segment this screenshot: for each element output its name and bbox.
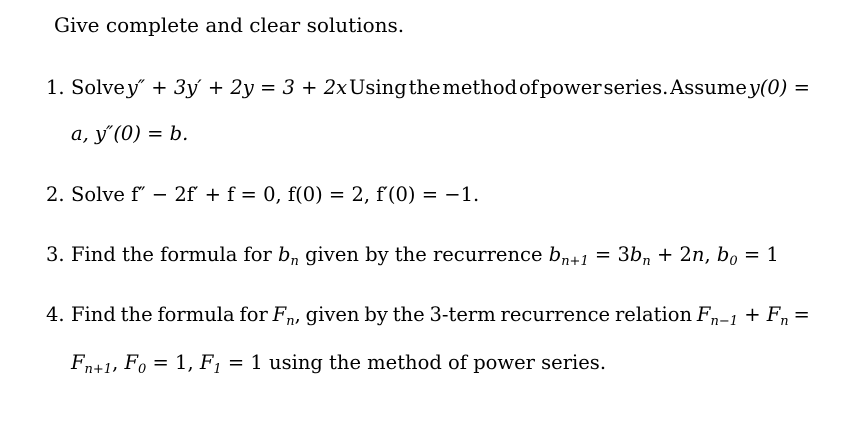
problem-2 xyxy=(46,181,479,209)
recurrence-lhs: $F_{n-1} + F_n$ xyxy=(696,303,789,329)
problem-4-line-1: 4. Find the formula for $F_n$, given by the 3-term recurrence relation $F_{n-1} + F_n$ = xyxy=(46,303,810,329)
instructions-heading: Give complete and clear solutions. xyxy=(54,13,405,37)
problem-2-text: Solve f″ − 2f′ + f = 0, f(0) = 2, f′(0) = −1. xyxy=(71,183,480,206)
word: Using xyxy=(348,76,407,99)
problem-3: 3. Find the formula for $b_n$ given by the recurrence $b_{n+1} = 3b_n + 2n$, $b_0 = 1$ xyxy=(46,243,779,269)
initial-conditions: a, y″(0) = b. xyxy=(71,122,189,145)
word: power xyxy=(539,76,602,99)
word: method xyxy=(442,76,518,99)
initial-condition: y(0) = xyxy=(748,76,810,99)
problem-1-line-2 xyxy=(71,120,188,148)
word: Solve xyxy=(71,76,125,99)
problem-number: 4. xyxy=(46,303,65,326)
problem-4-line-2: $F_{n+1}$, $F_0 = 1$, $F_1 = 1$ using the method of power series. xyxy=(71,351,607,377)
problem-1-line-1 xyxy=(46,74,810,102)
problem-number: 1. xyxy=(46,76,65,99)
problem-number: 3. xyxy=(46,243,65,266)
ode-equation: y″ + 3y′ + 2y = 3 + 2x xyxy=(126,76,348,99)
word: series. xyxy=(603,76,669,99)
word: the xyxy=(408,76,441,99)
problem-number: 2. xyxy=(46,183,65,206)
word: Assume xyxy=(670,76,747,99)
word: of xyxy=(518,76,538,99)
